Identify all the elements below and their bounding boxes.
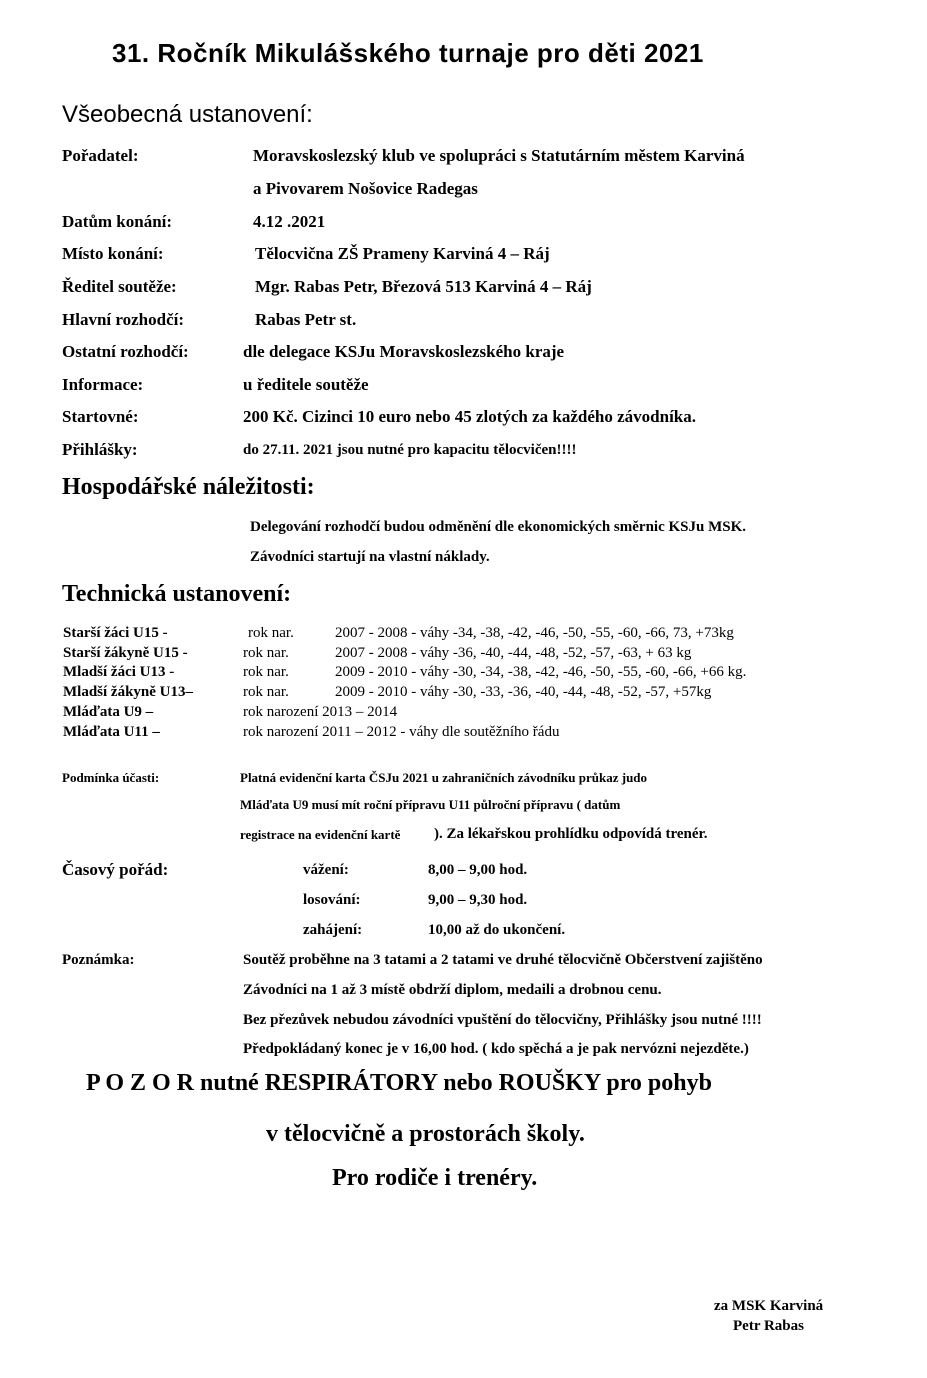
note-line: Závodníci na 1 až 3 místě obdrží diplom, medaili a drobnou cenu. xyxy=(243,982,662,998)
category-year-label: rok nar. xyxy=(248,625,294,641)
condition-line: Platná evidenční karta ČSJu 2021 u zahraničních závodníku průkaz judo xyxy=(240,770,648,785)
label-other-referees: Ostatní rozhodčí: xyxy=(62,342,189,361)
signature-org: za MSK Karviná xyxy=(714,1298,824,1314)
condition-line: Mláďata U9 musí mít roční přípravu U11 půlroční přípravu ( datům xyxy=(240,797,621,812)
category-name: Starší žáci U15 - xyxy=(63,625,168,641)
value-information: u ředitele soutěže xyxy=(243,375,369,394)
value-entry-fee: 200 Kč. Cizinci 10 euro nebo 45 zlotých za každého závodníka. xyxy=(243,407,697,426)
value-venue: Tělocvična ZŠ Prameny Karviná 4 – Ráj xyxy=(255,244,550,263)
schedule-time: 9,00 – 9,30 hod. xyxy=(428,892,528,908)
note-line: Bez přezůvek nebudou závodníci vpuštění do tělocvičny, Přihlášky jsou nutné !!!! xyxy=(243,1012,762,1028)
category-name: Mladší žákyně U13– xyxy=(63,684,194,700)
category-year-label: rok nar. xyxy=(243,684,289,700)
value-head-referee: Rabas Petr st. xyxy=(255,310,357,329)
value-director: Mgr. Rabas Petr, Březová 513 Karviná 4 – Ráj xyxy=(255,277,592,296)
label-organizer: Pořadatel: xyxy=(62,146,139,165)
category-detail: 2007 - 2008 - váhy -34, -38, -42, -46, -50, -55, -60, -66, 73, +73kg xyxy=(335,625,734,641)
value-date: 4.12 .2021 xyxy=(253,212,326,231)
condition-line: ). Za lékařskou prohlídku odpovídá trenér. xyxy=(434,826,708,842)
value-organizer-cont: a Pivovarem Nošovice Radegas xyxy=(253,179,478,198)
label-entry-fee: Startovné: xyxy=(62,407,139,426)
category-detail: 2009 - 2010 - váhy -30, -33, -36, -40, -44, -48, -52, -57, +57kg xyxy=(335,684,712,700)
category-year-label: rok nar. xyxy=(243,664,289,680)
category-name: Starší žákyně U15 - xyxy=(63,645,188,661)
warning-line: Pro rodiče i trenéry. xyxy=(332,1165,538,1191)
schedule-item: zahájení: xyxy=(303,922,363,938)
label-note: Poznámka: xyxy=(62,952,135,968)
value-other-referees: dle delegace KSJu Moravskoslezského kraje xyxy=(243,342,565,361)
label-registration: Přihlášky: xyxy=(62,440,138,459)
signature-name: Petr Rabas xyxy=(733,1318,804,1334)
category-name: Mláďata U11 – xyxy=(63,724,160,740)
schedule-time: 8,00 – 9,00 hod. xyxy=(428,862,528,878)
schedule-item: losování: xyxy=(303,892,361,908)
label-participation-condition: Podmínka účasti: xyxy=(62,770,160,785)
economic-line: Závodníci startují na vlastní náklady. xyxy=(250,549,490,565)
category-year-label: rok narození 2011 – 2012 - váhy dle soutěžního řádu xyxy=(243,724,560,740)
category-year-label: rok nar. xyxy=(243,645,289,661)
value-registration: do 27.11. 2021 jsou nutné pro kapacitu tělocvičen!!!! xyxy=(243,442,577,458)
category-detail: 2009 - 2010 - váhy -30, -34, -38, -42, -46, -50, -55, -60, -66, +66 kg. xyxy=(335,664,747,680)
value-organizer: Moravskoslezský klub ve spolupráci s Statutárním městem Karviná xyxy=(253,146,745,165)
schedule-item: vážení: xyxy=(303,862,349,878)
warning-line: P O Z O R nutné RESPIRÁTORY nebo ROUŠKY pro pohyb xyxy=(86,1070,712,1096)
note-line: Soutěž proběhne na 3 tatami a 2 tatami ve druhé tělocvičně Občerstvení zajištěno xyxy=(243,952,763,968)
label-head-referee: Hlavní rozhodčí: xyxy=(62,310,184,329)
section-heading-technical: Technická ustanovení: xyxy=(62,581,292,607)
label-venue: Místo konání: xyxy=(62,244,164,263)
section-heading-general: Všeobecná ustanovení: xyxy=(62,101,313,128)
category-name: Mláďata U9 – xyxy=(63,704,154,720)
warning-line: v tělocvičně a prostorách školy. xyxy=(266,1121,585,1147)
document-title: 31. Ročník Mikulášského turnaje pro děti 2021 xyxy=(112,38,704,68)
economic-line: Delegování rozhodčí budou odměnění dle ekonomických směrnic KSJu MSK. xyxy=(250,519,747,535)
category-year-label: rok narození 2013 – 2014 xyxy=(243,704,398,720)
label-date: Datům konání: xyxy=(62,212,173,231)
category-detail: 2007 - 2008 - váhy -36, -40, -44, -48, -52, -57, -63, + 63 kg xyxy=(335,645,692,661)
category-name: Mladší žáci U13 - xyxy=(63,664,175,680)
label-schedule: Časový pořád: xyxy=(62,860,169,879)
section-heading-economic: Hospodářské náležitosti: xyxy=(62,474,315,500)
label-information: Informace: xyxy=(62,375,144,394)
condition-line: registrace na evidenční kartě xyxy=(240,827,401,842)
label-director: Ředitel soutěže: xyxy=(62,277,177,296)
schedule-time: 10,00 až do ukončení. xyxy=(428,922,566,938)
note-line: Předpokládaný konec je v 16,00 hod. ( kdo spěchá a je pak nervózni nejezděte.) xyxy=(243,1041,749,1057)
